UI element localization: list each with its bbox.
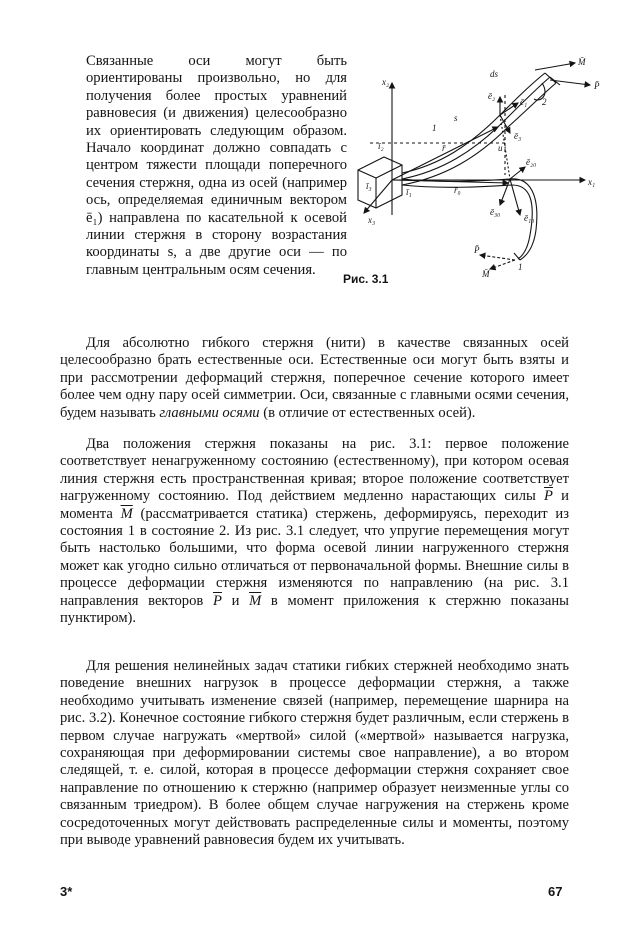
label-P-bot: P̄: [474, 245, 480, 255]
figure-3-1: [350, 55, 612, 295]
label-i2: ī₂: [378, 141, 384, 151]
label-P-top: P̄: [594, 81, 600, 91]
paragraph-1: Для абсолютно гибкого стержня (нити) в качестве связанных осей целесообразно брать естественные оси. Естественные оси могут быть взяты и при рассмотрении деформаций стержня, поперечное сечение которого имеет более чем одну пару осей симметрии. Оси, связанные с главными осями сечения, будем называть главными осями (в отличие от естественных осей).: [60, 335, 569, 421]
label-x3: x₃: [368, 215, 376, 225]
label-ds: ds: [490, 69, 499, 79]
label-e30: ē₃₀: [490, 207, 501, 217]
vector-M-2: $\overline{M}$: [249, 592, 262, 609]
label-e10: ē₁₀: [524, 213, 535, 223]
paragraph-3: Для решения нелинейных задач статики гибких стержней необходимо знать поведение внешних нагрузок в процессе деформации стержня, а также необходимо учитывать изменение связей (например, перемещение шарнира на рис. 3.2). Конечное состояние гибкого стержня будет различным, если стержень в первом случае нагружать «мертвой» силой («мертвой» называется нагрузка, сохраняющая при деформировании системы свое направление), а во втором следящей, т. е. силой, которая в процессе деформации стержня сохраняет свое направление по отношению к стержню (например образует неизменные углы со связанным триедром). В более общем случае нагружения на стержень кроме сосредоточенных могут действовать распределенные силы и моменты, поэтому при выводе уравнений равновесия будем их учитывать.: [60, 658, 569, 849]
label-e1: ē₁: [520, 97, 528, 107]
label-r: r̄: [442, 143, 446, 153]
signature-mark: 3*: [60, 884, 73, 899]
label-s: s: [454, 113, 458, 123]
label-1-top: 1: [432, 123, 437, 133]
term-main-axes: главными осями: [159, 404, 260, 421]
vector-P: $\overline{P}$: [544, 488, 553, 505]
label-e20: ē₂₀: [526, 157, 537, 167]
figure-caption: Рис. 3.1: [343, 272, 389, 286]
label-x2: x₂: [382, 77, 390, 87]
intro-paragraph: Связанные оси могут быть ориентированы произвольно, но для получения более простых уравнений равновесия (и движения) целесообразно их ориентировать следующим образом. Начало координат должно совпадать с центром тяжести площади поперечного сечения стержня, одна из осей (например ось, определяемая единичным вектором ē₁) направлена по касательной к осевой линии стержня в сторону возрастания координаты s, а две другие оси — по главным центральным осям сечения.: [86, 53, 347, 278]
label-u: u: [498, 143, 503, 153]
label-i1: ī₁: [406, 187, 412, 197]
vector-P-2: $\overline{P}$: [212, 592, 222, 609]
label-e3: ē₃: [514, 131, 522, 141]
rod-diagram: [350, 55, 612, 295]
page-number: 67: [548, 884, 563, 899]
label-M-top: M̄: [578, 57, 586, 67]
label-2: 2: [542, 97, 547, 107]
label-r0: r̄₀: [454, 185, 461, 195]
label-x1: x₁: [588, 177, 596, 187]
label-1-bot: 1: [518, 262, 523, 272]
vector-M: $\overline{M}$: [120, 505, 133, 522]
label-e2: ē₂: [488, 91, 496, 101]
paragraph-2: Два положения стержня показаны на рис. 3.1: первое положение соответствует ненагруженному состоянию (естественному), при котором осевая линия стержня есть пространственная кривая; второе положение соответствует нагруженному состоянию. Под действием медленно нарастающих силы $\overline{P}$ и момента $\overline{M}$ (рассматривается статика) стержень, деформируясь, переходит из состояния 1 в состояние 2. Из рис. 3.1 следует, что упругие перемещения могут быть настолько большими, что форма осевой линии нагруженного стержня может как угодно сильно отличаться от первоначальной формы. Внешние силы в процессе деформации стержня изменяются по направлению (на рис. 3.1 направления векторов $\overline{P}$ и $\overline{M}$ в момент приложения к стержню показаны пунктиром).: [60, 436, 569, 627]
label-M-bot: M̄: [482, 269, 490, 279]
label-i3: ī₃: [366, 181, 372, 191]
